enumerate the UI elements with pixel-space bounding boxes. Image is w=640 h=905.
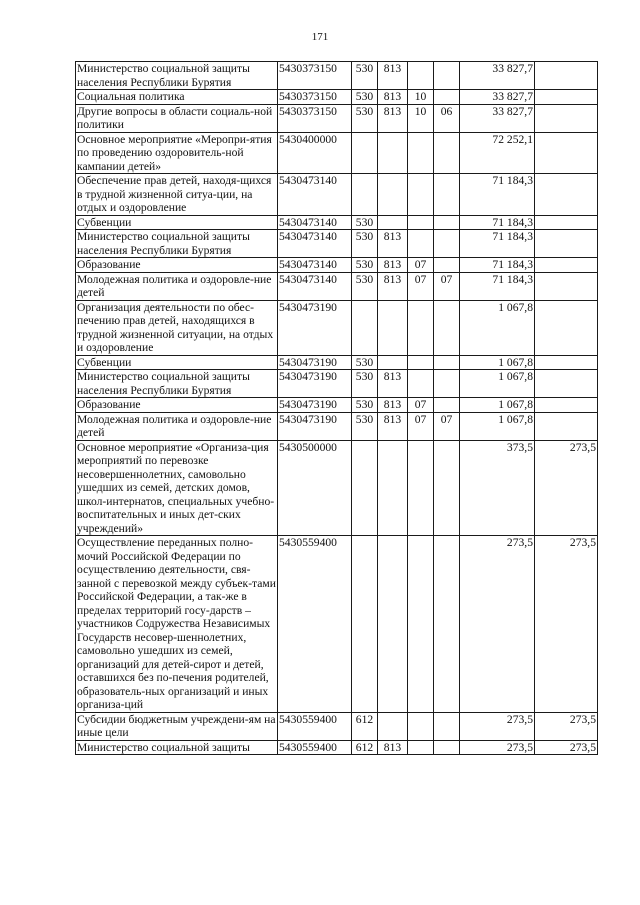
subsection-code-cell bbox=[434, 230, 460, 258]
amount-federal-cell bbox=[535, 90, 598, 105]
section-code-cell bbox=[408, 230, 434, 258]
amount-federal-cell bbox=[535, 272, 598, 300]
expense-name-cell: Молодежная политика и оздоровле-ние детей bbox=[76, 272, 278, 300]
section-code-cell bbox=[408, 370, 434, 398]
subsection-code-cell: 07 bbox=[434, 412, 460, 440]
expense-name-cell: Субсидии бюджетным учреждени-ям на иные цели bbox=[77, 712, 276, 739]
expense-name-cell: Министерство социальной защиты населения Республики Бурятия bbox=[76, 62, 278, 90]
administrator-code-cell bbox=[378, 215, 408, 230]
amount-federal-cell: 273,5 bbox=[535, 440, 598, 536]
expense-type-cell: 530 bbox=[352, 272, 378, 300]
amount-total-cell: 71 184,3 bbox=[460, 215, 535, 230]
table-row bbox=[76, 104, 598, 132]
amount-federal-cell bbox=[535, 370, 598, 398]
target-article-cell: 5430473190 bbox=[278, 300, 352, 355]
budget-table bbox=[75, 61, 598, 755]
expense-name-cell: Образование bbox=[76, 398, 278, 413]
section-code-cell bbox=[408, 174, 434, 216]
table-row bbox=[76, 215, 598, 230]
section-code-cell bbox=[408, 132, 434, 174]
amount-total-cell: 71 184,3 bbox=[460, 272, 535, 300]
expense-name-cell: Основное мероприятие «Меропри-ятия по проведению оздоровитель-ной кампании детей» bbox=[76, 132, 278, 174]
expense-type-cell: 530 bbox=[352, 258, 378, 273]
amount-total-cell: 273,5 bbox=[460, 536, 535, 713]
amount-total-cell: 1 067,8 bbox=[460, 355, 535, 370]
target-article-cell: 5430473140 bbox=[278, 272, 352, 300]
amount-federal-cell: 273,5 bbox=[535, 712, 598, 740]
administrator-code-cell: 813 bbox=[378, 740, 408, 755]
section-code-cell bbox=[408, 215, 434, 230]
administrator-code-cell: 813 bbox=[378, 258, 408, 273]
expense-type-cell bbox=[352, 174, 378, 216]
expense-name-cell: Министерство социальной защиты населения Республики Бурятия bbox=[76, 370, 278, 398]
amount-federal-cell bbox=[535, 355, 598, 370]
subsection-code-cell bbox=[434, 215, 460, 230]
target-article-cell: 5430559400 bbox=[278, 740, 352, 755]
expense-name-cell: Осуществление переданных полно-мочий Российской Федерации по осуществлению деятельности, свя-занной с перевозкой между субъек-тами Российской Федерации, а так-же в пределах территорий госу-дарств – участников Содружества Независимых Государств несовер-шеннолетних, самовольно ушедших из семей, организаций для детей-сирот и детей, оставшихся без по-печения родителей, образователь-ных организаций и иных организа-ций bbox=[77, 536, 276, 711]
expense-type-cell bbox=[352, 536, 378, 713]
subsection-code-cell: 06 bbox=[434, 104, 460, 132]
section-code-cell bbox=[408, 300, 434, 355]
amount-federal-cell: 273,5 bbox=[535, 740, 598, 755]
administrator-code-cell: 813 bbox=[378, 412, 408, 440]
expense-type-cell: 530 bbox=[352, 412, 378, 440]
administrator-code-cell: 813 bbox=[378, 62, 408, 90]
expense-type-cell: 530 bbox=[352, 355, 378, 370]
target-article-cell: 5430473190 bbox=[278, 355, 352, 370]
table-row bbox=[76, 230, 598, 258]
administrator-code-cell: 813 bbox=[378, 104, 408, 132]
page-number: 171 bbox=[311, 31, 329, 43]
section-code-cell bbox=[408, 440, 434, 536]
administrator-code-cell bbox=[378, 355, 408, 370]
target-article-cell: 5430473140 bbox=[278, 258, 352, 273]
administrator-code-cell: 813 bbox=[378, 370, 408, 398]
amount-federal-cell bbox=[535, 398, 598, 413]
table-row bbox=[76, 258, 598, 273]
expense-name-cell: Обеспечение прав детей, находя-щихся в трудной жизненной ситуа-ции, на отдых и оздоровление bbox=[76, 174, 278, 216]
expense-name-cell: Молодежная политика и оздоровле-ние детей bbox=[76, 412, 278, 440]
section-code-cell bbox=[408, 62, 434, 90]
administrator-code-cell: 813 bbox=[378, 272, 408, 300]
expense-name-cell: Образование bbox=[76, 258, 278, 273]
target-article-cell: 5430373150 bbox=[278, 62, 352, 90]
amount-federal-cell bbox=[535, 215, 598, 230]
amount-total-cell: 33 827,7 bbox=[460, 62, 535, 90]
administrator-code-cell bbox=[378, 300, 408, 355]
section-code-cell bbox=[408, 712, 434, 740]
subsection-code-cell bbox=[434, 370, 460, 398]
subsection-code-cell bbox=[434, 740, 460, 755]
section-code-cell: 07 bbox=[408, 398, 434, 413]
administrator-code-cell bbox=[378, 174, 408, 216]
section-code-cell: 07 bbox=[408, 272, 434, 300]
expense-name-cell: Субвенции bbox=[76, 215, 278, 230]
section-code-cell: 10 bbox=[408, 104, 434, 132]
expense-name-cell: Другие вопросы в области социаль-ной политики bbox=[76, 104, 278, 132]
expense-type-cell: 530 bbox=[352, 104, 378, 132]
amount-total-cell: 1 067,8 bbox=[460, 412, 535, 440]
amount-total-cell: 33 827,7 bbox=[460, 90, 535, 105]
expense-name-cell: Социальная политика bbox=[76, 90, 278, 105]
target-article-cell: 5430473190 bbox=[278, 370, 352, 398]
target-article-cell: 5430473140 bbox=[278, 174, 352, 216]
administrator-code-cell bbox=[378, 440, 408, 536]
amount-federal-cell bbox=[535, 132, 598, 174]
administrator-code-cell bbox=[378, 536, 408, 713]
subsection-code-cell bbox=[434, 132, 460, 174]
target-article-cell: 5430473140 bbox=[278, 230, 352, 258]
expense-name-cell: Субвенции bbox=[76, 355, 278, 370]
expense-type-cell bbox=[352, 300, 378, 355]
table-row bbox=[76, 536, 598, 713]
section-code-cell bbox=[408, 740, 434, 755]
amount-total-cell: 273,5 bbox=[460, 712, 535, 740]
target-article-cell: 5430559400 bbox=[278, 712, 352, 740]
expense-type-cell: 530 bbox=[352, 90, 378, 105]
subsection-code-cell bbox=[434, 440, 460, 536]
amount-federal-cell bbox=[535, 174, 598, 216]
amount-federal-cell bbox=[535, 230, 598, 258]
subsection-code-cell bbox=[434, 300, 460, 355]
amount-total-cell: 1 067,8 bbox=[460, 370, 535, 398]
table-body bbox=[76, 62, 598, 755]
expense-type-cell bbox=[352, 132, 378, 174]
section-code-cell: 07 bbox=[408, 412, 434, 440]
amount-federal-cell: 273,5 bbox=[535, 536, 598, 713]
subsection-code-cell bbox=[434, 398, 460, 413]
target-article-cell: 5430473140 bbox=[278, 215, 352, 230]
expense-name-cell: Министерство социальной защиты bbox=[76, 740, 278, 755]
table-row bbox=[76, 398, 598, 413]
subsection-code-cell bbox=[434, 536, 460, 713]
table-row bbox=[76, 712, 598, 740]
subsection-code-cell: 07 bbox=[434, 272, 460, 300]
table-row bbox=[76, 740, 598, 755]
expense-name-cell: Основное мероприятие «Организа-ция мероприятий по перевозке несовершеннолетних, самовольно ушедших из семей, детских домов, школ-интернатов, специальных учебно-воспитательных и иных дет-ских учреждений» bbox=[76, 440, 278, 536]
section-code-cell: 10 bbox=[408, 90, 434, 105]
amount-federal-cell bbox=[535, 412, 598, 440]
table-row bbox=[76, 300, 598, 355]
subsection-code-cell bbox=[434, 90, 460, 105]
amount-total-cell: 1 067,8 bbox=[460, 398, 535, 413]
administrator-code-cell bbox=[378, 132, 408, 174]
table-row bbox=[76, 174, 598, 216]
target-article-cell: 5430373150 bbox=[278, 104, 352, 132]
section-code-cell bbox=[408, 355, 434, 370]
administrator-code-cell bbox=[378, 712, 408, 740]
amount-total-cell: 273,5 bbox=[460, 740, 535, 755]
table-row bbox=[76, 370, 598, 398]
amount-total-cell: 71 184,3 bbox=[460, 258, 535, 273]
expense-type-cell: 612 bbox=[352, 740, 378, 755]
amount-total-cell: 373,5 bbox=[460, 440, 535, 536]
subsection-code-cell bbox=[434, 62, 460, 90]
administrator-code-cell: 813 bbox=[378, 90, 408, 105]
target-article-cell: 5430559400 bbox=[278, 536, 352, 713]
target-article-cell: 5430473190 bbox=[278, 412, 352, 440]
section-code-cell bbox=[408, 536, 434, 713]
amount-federal-cell bbox=[535, 258, 598, 273]
section-code-cell: 07 bbox=[408, 258, 434, 273]
table-row bbox=[76, 132, 598, 174]
table-row bbox=[76, 412, 598, 440]
amount-total-cell: 33 827,7 bbox=[460, 104, 535, 132]
expense-type-cell: 530 bbox=[352, 398, 378, 413]
amount-total-cell: 1 067,8 bbox=[460, 300, 535, 355]
table-row bbox=[76, 62, 598, 90]
amount-total-cell: 71 184,3 bbox=[460, 174, 535, 216]
amount-federal-cell bbox=[535, 300, 598, 355]
subsection-code-cell bbox=[434, 712, 460, 740]
amount-total-cell: 71 184,3 bbox=[460, 230, 535, 258]
expense-type-cell: 612 bbox=[352, 712, 378, 740]
target-article-cell: 5430473190 bbox=[278, 398, 352, 413]
expense-type-cell: 530 bbox=[352, 230, 378, 258]
table-row bbox=[76, 440, 598, 536]
subsection-code-cell bbox=[434, 355, 460, 370]
expense-name-cell: Министерство социальной защиты населения Республики Бурятия bbox=[76, 230, 278, 258]
subsection-code-cell bbox=[434, 174, 460, 216]
table-row bbox=[76, 355, 598, 370]
target-article-cell: 5430500000 bbox=[278, 440, 352, 536]
amount-total-cell: 72 252,1 bbox=[460, 132, 535, 174]
target-article-cell: 5430400000 bbox=[278, 132, 352, 174]
amount-federal-cell bbox=[535, 104, 598, 132]
expense-type-cell: 530 bbox=[352, 215, 378, 230]
table-row bbox=[76, 90, 598, 105]
expense-type-cell: 530 bbox=[352, 62, 378, 90]
amount-federal-cell bbox=[535, 62, 598, 90]
expense-type-cell bbox=[352, 440, 378, 536]
expense-name-cell: Организация деятельности по обес-печению прав детей, находящихся в трудной жизненной ситуации, на отдых и оздоровление bbox=[76, 300, 278, 355]
subsection-code-cell bbox=[434, 258, 460, 273]
target-article-cell: 5430373150 bbox=[278, 90, 352, 105]
expense-type-cell: 530 bbox=[352, 370, 378, 398]
administrator-code-cell: 813 bbox=[378, 398, 408, 413]
table-row bbox=[76, 272, 598, 300]
administrator-code-cell: 813 bbox=[378, 230, 408, 258]
